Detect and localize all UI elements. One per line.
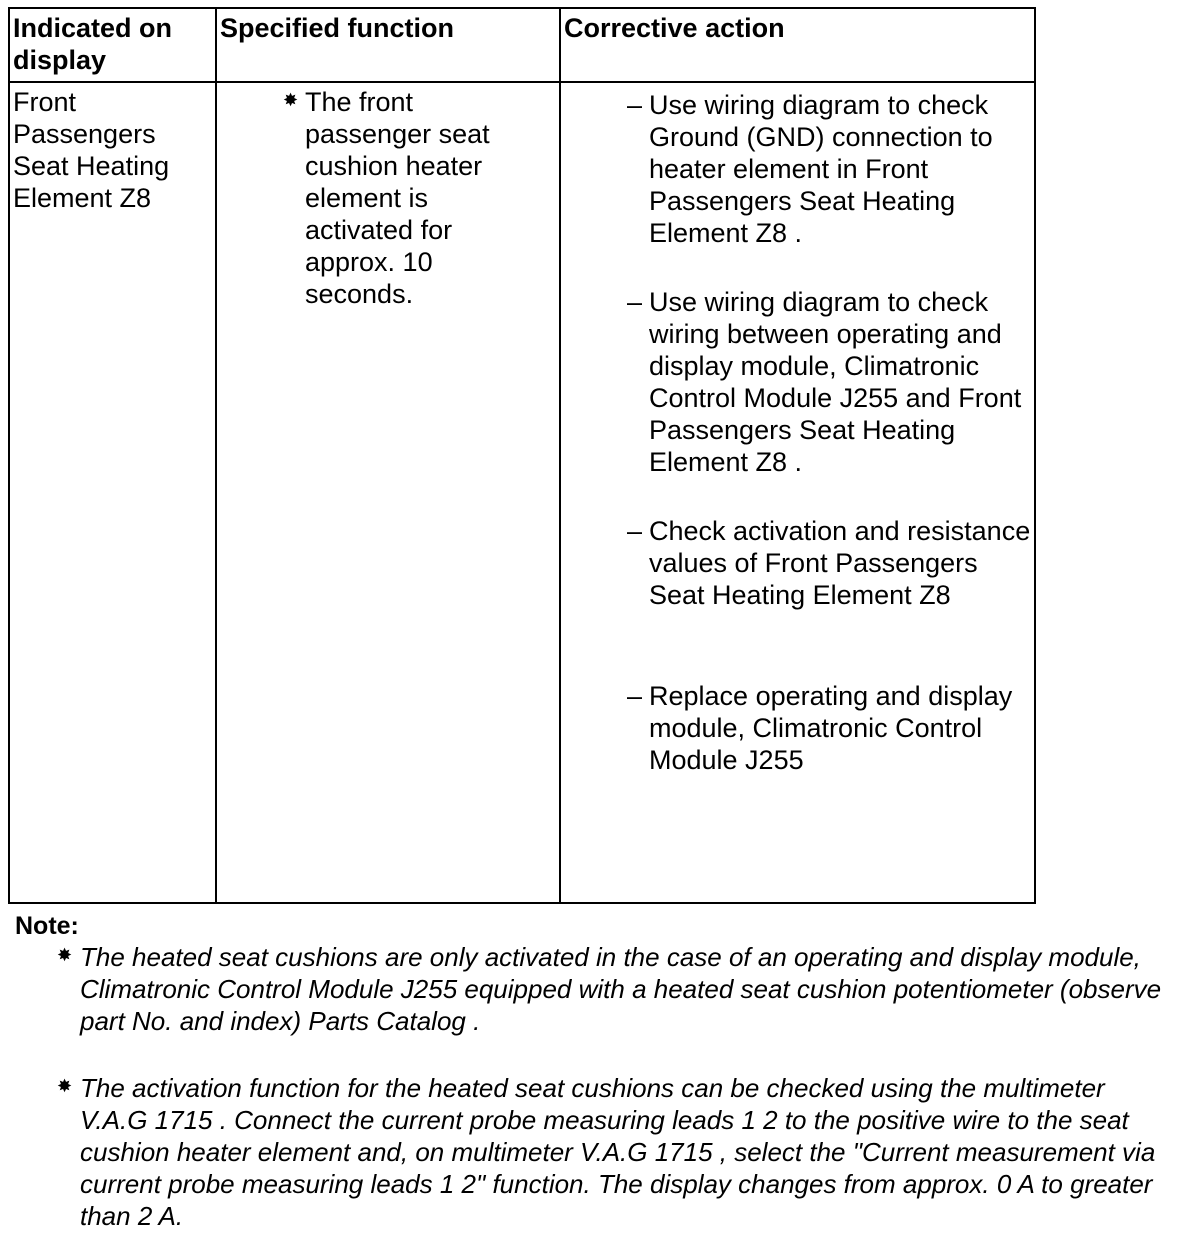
list-item	[561, 286, 1034, 478]
corrective-action-list	[561, 83, 1034, 776]
cell-corrective-action	[560, 82, 1035, 903]
corrective-action-text: Check activation and resistance values of Front Passengers Seat Heating Element Z8	[649, 516, 1031, 610]
diagnostic-table	[8, 7, 1036, 904]
header-indicated-on-display: Indicated on display	[9, 8, 216, 82]
header-specified-function: Specified function	[216, 8, 560, 82]
note-list	[15, 941, 1175, 1232]
note-text: The activation function for the heated seat cushions can be checked using the multimeter V.A.G 1715 . Connect the current probe measuring leads 1 2 to the positive wire to the seat cushion heater element and, on multimeter V.A.G 1715 , select the "Current measurement via current probe measuring leads 1 2" function. The display changes from approx. 0 A to greater than 2 A.	[80, 1073, 1156, 1231]
specified-function-text: The front passenger seat cushion heater element is activated for approx. 10 seconds.	[305, 87, 490, 309]
list-item	[15, 941, 1175, 1037]
list-item	[561, 515, 1034, 611]
note-text: The heated seat cushions are only activated in the case of an operating and display module, Climatronic Control Module J255 equipped with a heated seat cushion potentiometer (observe part No. and index) Parts Catalog .	[80, 942, 1162, 1036]
specified-function-item	[217, 83, 525, 310]
corrective-action-text: Replace operating and display module, Climatronic Control Module J255	[649, 681, 1013, 775]
list-item	[561, 680, 1034, 776]
corrective-action-text: Use wiring diagram to check wiring between operating and display module, Climatronic Control Module J255 and Front Passengers Seat Heating Element Z8 .	[649, 287, 1022, 477]
list-item	[15, 1072, 1175, 1232]
star-bullet-icon: ✸	[283, 90, 299, 110]
table-row	[9, 82, 1035, 903]
dash-bullet-icon: –	[627, 516, 643, 546]
dash-bullet-icon: –	[627, 287, 643, 317]
star-bullet-icon: ✸	[57, 945, 73, 965]
cell-indicated-on-display: Front Passengers Seat Heating Element Z8	[9, 82, 216, 903]
dash-bullet-icon: –	[627, 681, 643, 711]
cell-specified-function	[216, 82, 560, 903]
table-header-row	[9, 8, 1035, 82]
note-heading: Note:	[15, 912, 79, 940]
dash-bullet-icon: –	[627, 90, 643, 120]
header-corrective-action: Corrective action	[560, 8, 1035, 82]
corrective-action-text: Use wiring diagram to check Ground (GND) connection to heater element in Front Passengers Seat Heating Element Z8 .	[649, 90, 993, 248]
star-bullet-icon: ✸	[57, 1076, 73, 1096]
list-item	[561, 89, 1034, 249]
note-section	[15, 911, 1175, 1232]
